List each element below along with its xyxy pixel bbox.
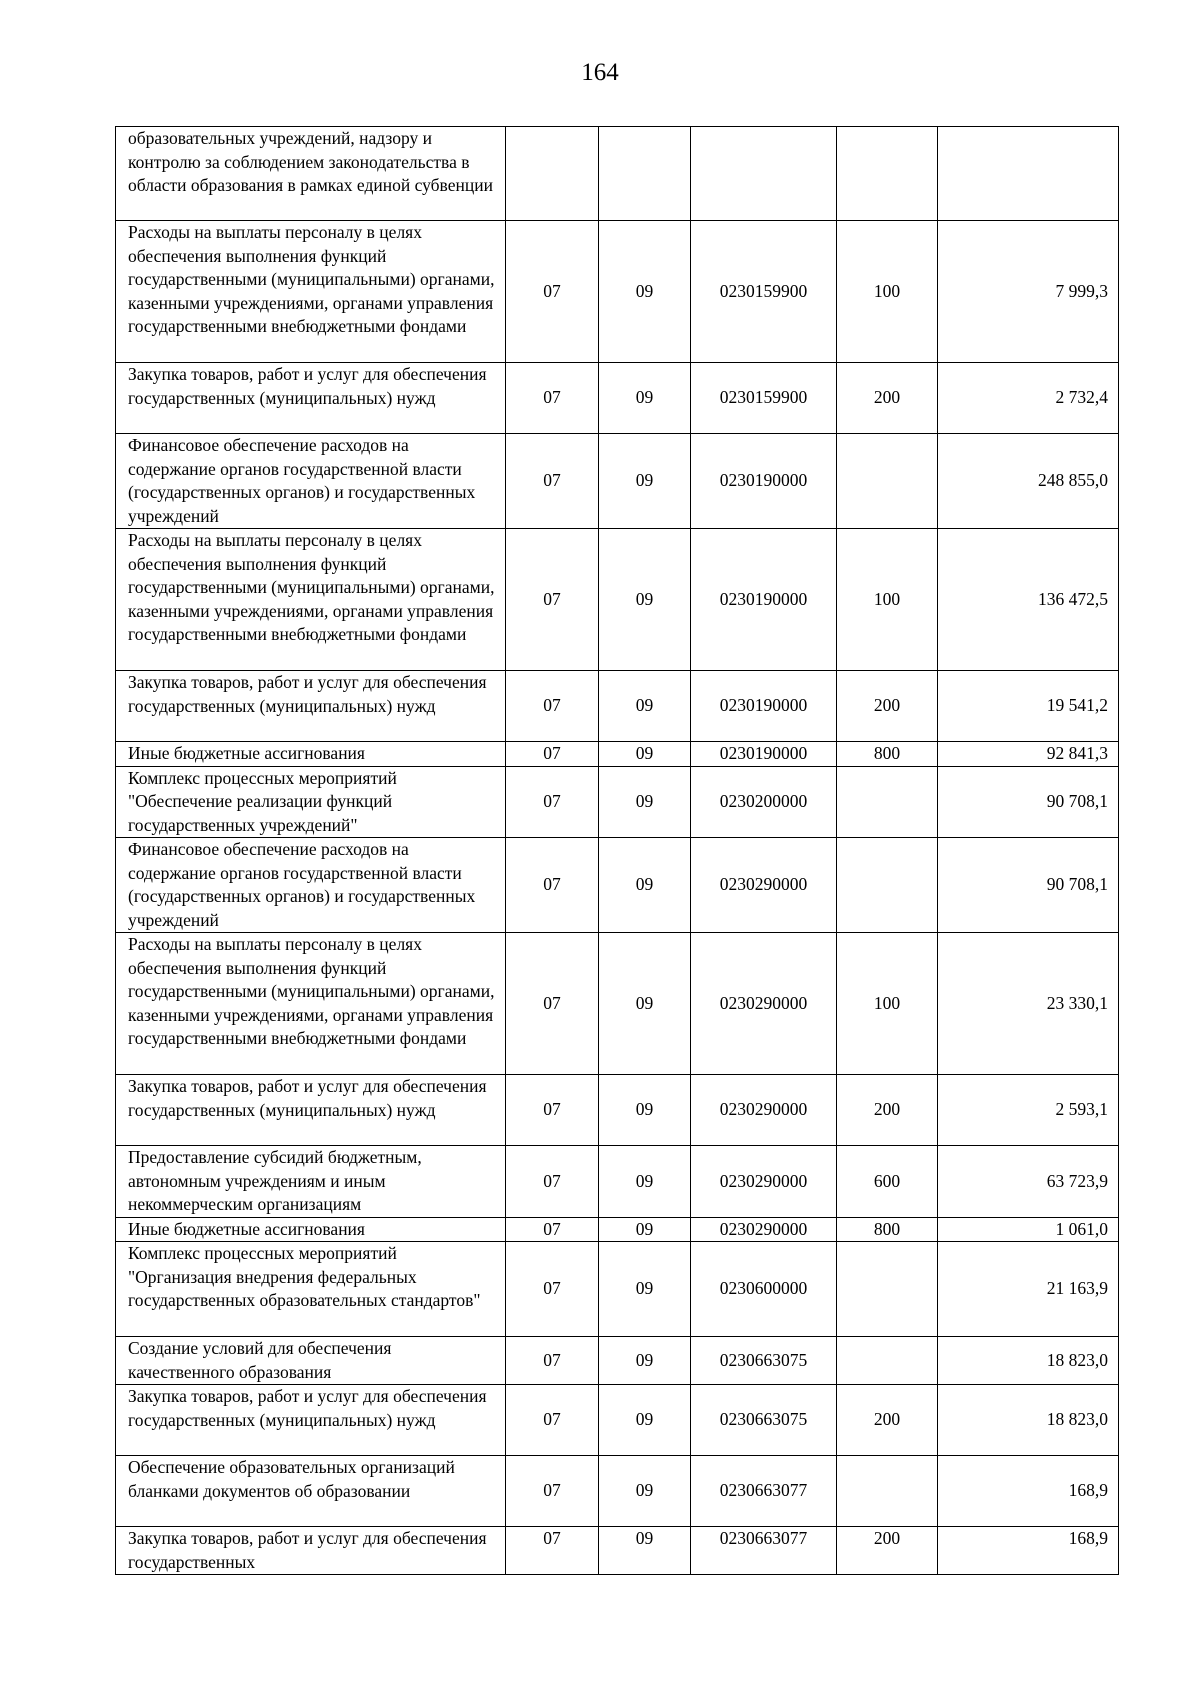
amount: 90 708,1 xyxy=(938,766,1119,838)
expense-type-code xyxy=(837,766,938,838)
row-description: Закупка товаров, работ и услуг для обеспечения государственных (муниципальных) нужд xyxy=(116,1385,506,1456)
section-code xyxy=(506,127,599,221)
target-article-code: 0230190000 xyxy=(691,671,837,742)
row-description: Комплекс процессных мероприятий "Обеспечение реализации функций государственных учреждений" xyxy=(116,766,506,838)
table-row xyxy=(116,1456,1119,1527)
table-row xyxy=(116,933,1119,1075)
row-description: Создание условий для обеспечения качественного образования xyxy=(116,1337,506,1385)
section-code: 07 xyxy=(506,529,599,671)
row-description: Иные бюджетные ассигнования xyxy=(116,1217,506,1242)
budget-table xyxy=(115,126,1119,1575)
expense-type-code xyxy=(837,127,938,221)
subsection-code: 09 xyxy=(599,221,691,363)
row-description: Расходы на выплаты персоналу в целях обеспечения выполнения функций государственными (муниципальными) органами, казенными учреждениями, органами управления государственными внебюджетными фондами xyxy=(116,221,506,363)
row-description: Закупка товаров, работ и услуг для обеспечения государственных xyxy=(116,1527,506,1575)
table-row xyxy=(116,766,1119,838)
row-description: Закупка товаров, работ и услуг для обеспечения государственных (муниципальных) нужд xyxy=(116,363,506,434)
expense-type-code xyxy=(837,1242,938,1337)
section-code: 07 xyxy=(506,434,599,529)
row-description: Предоставление субсидий бюджетным, автономным учреждениям и иным некоммерческим организациям xyxy=(116,1146,506,1218)
amount: 2 593,1 xyxy=(938,1075,1119,1146)
subsection-code: 09 xyxy=(599,363,691,434)
amount: 168,9 xyxy=(938,1456,1119,1527)
subsection-code xyxy=(599,127,691,221)
expense-type-code: 100 xyxy=(837,529,938,671)
amount: 63 723,9 xyxy=(938,1146,1119,1218)
row-description: Иные бюджетные ассигнования xyxy=(116,742,506,767)
table-row xyxy=(116,1146,1119,1218)
section-code: 07 xyxy=(506,1242,599,1337)
subsection-code: 09 xyxy=(599,933,691,1075)
expense-type-code: 200 xyxy=(837,1075,938,1146)
target-article-code: 0230600000 xyxy=(691,1242,837,1337)
table-row xyxy=(116,529,1119,671)
target-article-code: 0230290000 xyxy=(691,1217,837,1242)
amount: 248 855,0 xyxy=(938,434,1119,529)
target-article-code: 0230290000 xyxy=(691,1146,837,1218)
amount: 92 841,3 xyxy=(938,742,1119,767)
row-description: образовательных учреждений, надзору и контролю за соблюдением законодательства в области образования в рамках единой субвенции xyxy=(116,127,506,221)
row-description: Финансовое обеспечение расходов на содержание органов государственной власти (государственных органов) и государственных учреждений xyxy=(116,838,506,933)
section-code: 07 xyxy=(506,766,599,838)
target-article-code: 0230663077 xyxy=(691,1527,837,1575)
expense-type-code: 800 xyxy=(837,1217,938,1242)
amount: 23 330,1 xyxy=(938,933,1119,1075)
table-row xyxy=(116,838,1119,933)
expense-type-code xyxy=(837,434,938,529)
section-code: 07 xyxy=(506,838,599,933)
table-row xyxy=(116,434,1119,529)
target-article-code: 0230290000 xyxy=(691,1075,837,1146)
section-code: 07 xyxy=(506,1075,599,1146)
section-code: 07 xyxy=(506,1456,599,1527)
subsection-code: 09 xyxy=(599,1337,691,1385)
expense-type-code xyxy=(837,1337,938,1385)
target-article-code: 0230159900 xyxy=(691,363,837,434)
subsection-code: 09 xyxy=(599,742,691,767)
subsection-code: 09 xyxy=(599,1385,691,1456)
section-code: 07 xyxy=(506,1337,599,1385)
table-row xyxy=(116,221,1119,363)
expense-type-code: 200 xyxy=(837,1527,938,1575)
expense-type-code: 800 xyxy=(837,742,938,767)
expense-type-code: 200 xyxy=(837,671,938,742)
section-code: 07 xyxy=(506,1385,599,1456)
section-code: 07 xyxy=(506,1146,599,1218)
section-code: 07 xyxy=(506,1217,599,1242)
subsection-code: 09 xyxy=(599,434,691,529)
amount: 18 823,0 xyxy=(938,1385,1119,1456)
amount: 1 061,0 xyxy=(938,1217,1119,1242)
target-article-code: 0230290000 xyxy=(691,838,837,933)
table-row xyxy=(116,1217,1119,1242)
target-article-code: 0230190000 xyxy=(691,529,837,671)
target-article-code: 0230663075 xyxy=(691,1385,837,1456)
amount: 90 708,1 xyxy=(938,838,1119,933)
table-row xyxy=(116,1242,1119,1337)
amount: 21 163,9 xyxy=(938,1242,1119,1337)
expense-type-code xyxy=(837,1456,938,1527)
section-code: 07 xyxy=(506,742,599,767)
section-code: 07 xyxy=(506,221,599,363)
table-row xyxy=(116,1385,1119,1456)
amount: 2 732,4 xyxy=(938,363,1119,434)
target-article-code xyxy=(691,127,837,221)
table-row xyxy=(116,1075,1119,1146)
amount xyxy=(938,127,1119,221)
table-row xyxy=(116,127,1119,221)
subsection-code: 09 xyxy=(599,1146,691,1218)
subsection-code: 09 xyxy=(599,838,691,933)
expense-type-code xyxy=(837,838,938,933)
expense-type-code: 100 xyxy=(837,933,938,1075)
expense-type-code: 200 xyxy=(837,1385,938,1456)
subsection-code: 09 xyxy=(599,1527,691,1575)
row-description: Комплекс процессных мероприятий "Организация внедрения федеральных государственных образовательных стандартов" xyxy=(116,1242,506,1337)
page-number: 164 xyxy=(581,59,619,86)
target-article-code: 0230159900 xyxy=(691,221,837,363)
expense-type-code: 100 xyxy=(837,221,938,363)
expense-type-code: 200 xyxy=(837,363,938,434)
amount: 136 472,5 xyxy=(938,529,1119,671)
row-description: Расходы на выплаты персоналу в целях обеспечения выполнения функций государственными (муниципальными) органами, казенными учреждениями, органами управления государственными внебюджетными фондами xyxy=(116,529,506,671)
section-code: 07 xyxy=(506,363,599,434)
budget-table-body xyxy=(116,127,1119,1575)
table-row xyxy=(116,671,1119,742)
subsection-code: 09 xyxy=(599,1242,691,1337)
table-row xyxy=(116,742,1119,767)
section-code: 07 xyxy=(506,933,599,1075)
table-row xyxy=(116,1337,1119,1385)
target-article-code: 0230663077 xyxy=(691,1456,837,1527)
target-article-code: 0230200000 xyxy=(691,766,837,838)
row-description: Закупка товаров, работ и услуг для обеспечения государственных (муниципальных) нужд xyxy=(116,1075,506,1146)
row-description: Расходы на выплаты персоналу в целях обеспечения выполнения функций государственными (муниципальными) органами, казенными учреждениями, органами управления государственными внебюджетными фондами xyxy=(116,933,506,1075)
expense-type-code: 600 xyxy=(837,1146,938,1218)
target-article-code: 0230190000 xyxy=(691,434,837,529)
target-article-code: 0230663075 xyxy=(691,1337,837,1385)
row-description: Финансовое обеспечение расходов на содержание органов государственной власти (государственных органов) и государственных учреждений xyxy=(116,434,506,529)
row-description: Обеспечение образовательных организаций бланками документов об образовании xyxy=(116,1456,506,1527)
subsection-code: 09 xyxy=(599,671,691,742)
subsection-code: 09 xyxy=(599,766,691,838)
section-code: 07 xyxy=(506,1527,599,1575)
subsection-code: 09 xyxy=(599,1217,691,1242)
amount: 7 999,3 xyxy=(938,221,1119,363)
subsection-code: 09 xyxy=(599,529,691,671)
amount: 168,9 xyxy=(938,1527,1119,1575)
table-row xyxy=(116,1527,1119,1575)
subsection-code: 09 xyxy=(599,1075,691,1146)
amount: 19 541,2 xyxy=(938,671,1119,742)
section-code: 07 xyxy=(506,671,599,742)
row-description: Закупка товаров, работ и услуг для обеспечения государственных (муниципальных) нужд xyxy=(116,671,506,742)
target-article-code: 0230190000 xyxy=(691,742,837,767)
table-row xyxy=(116,363,1119,434)
target-article-code: 0230290000 xyxy=(691,933,837,1075)
subsection-code: 09 xyxy=(599,1456,691,1527)
amount: 18 823,0 xyxy=(938,1337,1119,1385)
